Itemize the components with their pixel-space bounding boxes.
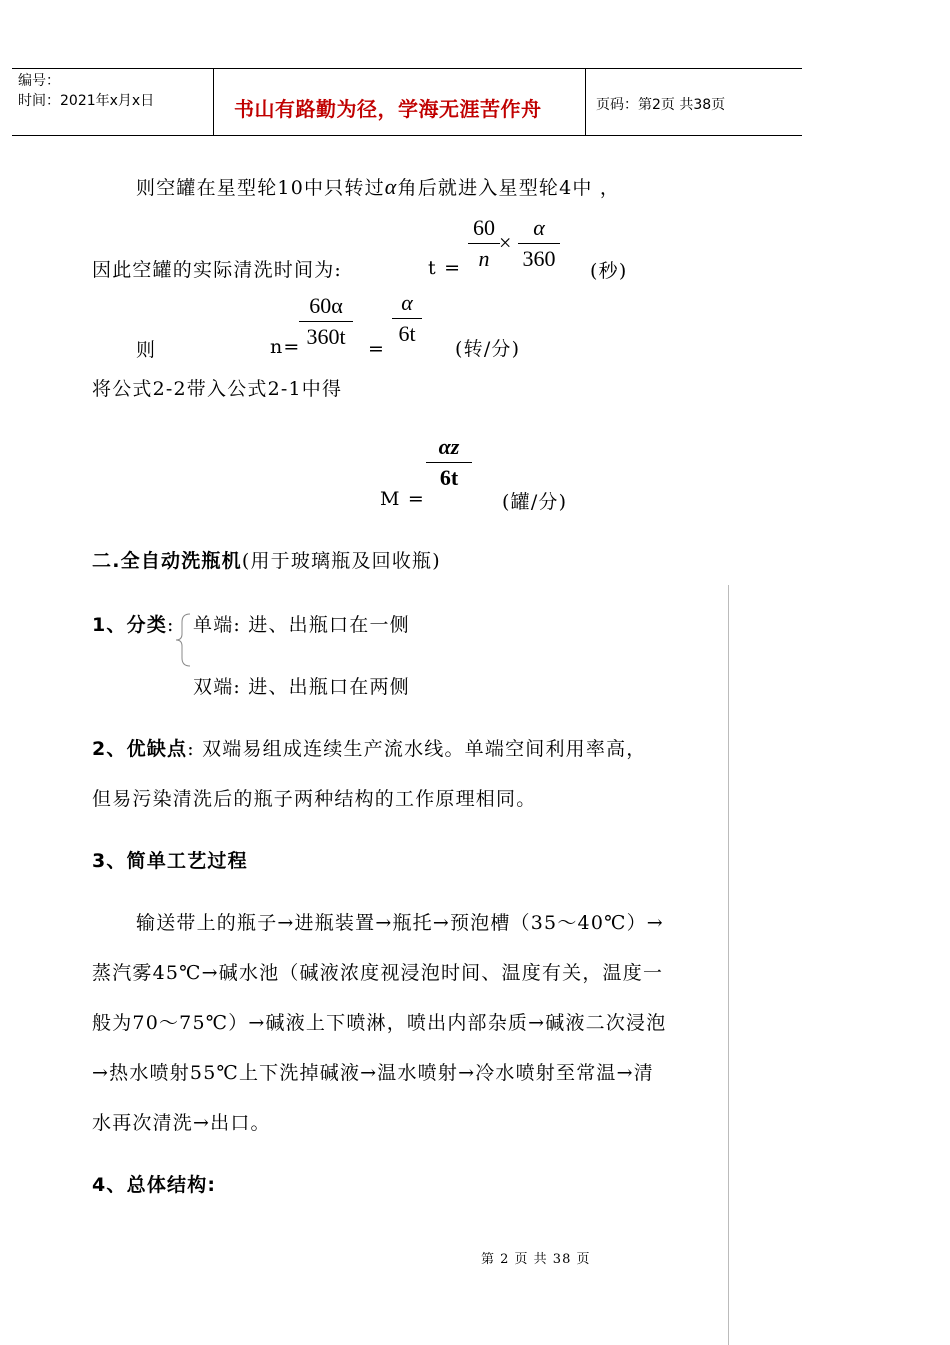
t-label: t =: [428, 257, 462, 279]
item4-heading: 4、总体结构:: [92, 1174, 217, 1196]
n-fraction-2: [392, 292, 422, 345]
time-label: 时间：2021年x月x日: [18, 93, 155, 109]
item1-label: 1、分类: [92, 614, 168, 636]
item2-text: : 双端易组成连续生产流水线。单端空间利用率高，: [187, 738, 647, 760]
m-den: 6t: [439, 465, 459, 490]
t-fraction-1: [468, 217, 500, 270]
equals-sign: =: [368, 338, 386, 360]
n-frac1-den: 360t: [306, 324, 346, 349]
body-line-1: [136, 173, 620, 200]
header-top-rule: [12, 68, 802, 69]
item1-double: 双端: 进、出瓶口在两侧: [193, 676, 410, 698]
t-fraction-2: [518, 217, 560, 270]
item2-label: 2、优缺点: [92, 738, 188, 760]
line1-tail: 角后就进入星型轮4中 ，: [397, 177, 621, 199]
brace-icon: [174, 612, 194, 668]
m-num: αz: [438, 434, 460, 459]
header-divider-2: [585, 68, 586, 136]
t-frac1-den: n: [478, 246, 490, 271]
margin-rule: [728, 585, 729, 1345]
substitute-line: 将公式2-2带入公式2-1中得: [92, 378, 343, 400]
n-fraction-1: [299, 295, 353, 348]
rpm-unit: (转/分): [455, 338, 521, 360]
footer-page: 第 2 页 共 38 页: [481, 1252, 591, 1267]
section2-title: 二.全自动洗瓶机: [92, 550, 242, 572]
process-line-2: 蒸汽雾45℃→碱水池（碱液浓度视浸泡时间、温度有关，温度一: [92, 962, 664, 984]
fraction-bar: [468, 243, 500, 244]
m-unit: (罐/分): [502, 491, 568, 513]
process-line-1: 输送带上的瓶子→进瓶装置→瓶托→预泡槽（35～40℃）→: [136, 912, 664, 934]
header-divider-1: [213, 68, 214, 136]
section2-note: (用于玻璃瓶及回收瓶): [241, 550, 441, 572]
seconds-unit: (秒): [590, 260, 628, 282]
n-frac2-num: α: [401, 290, 413, 315]
page-info: 页码：第2页 共38页: [596, 97, 726, 113]
item3-heading: 3、简单工艺过程: [92, 850, 248, 872]
n-frac1-num: 60α: [309, 293, 343, 318]
m-label: M =: [380, 488, 426, 510]
item2-line1: [92, 734, 646, 761]
header-bottom-rule: [12, 135, 802, 136]
item1-colon: :: [167, 614, 175, 636]
times-sign: ×: [499, 230, 512, 255]
alpha-symbol: α: [384, 174, 398, 199]
item2-line2: 但易污染清洗后的瓶子两种结构的工作原理相同。: [92, 788, 537, 810]
process-line-3: 般为70～75℃）→碱液上下喷淋，喷出内部杂质→碱液二次浸泡: [92, 1012, 667, 1034]
fraction-bar: [518, 243, 560, 244]
process-line-4: →热水喷射55℃上下洗掉碱液→温水喷射→冷水喷射至常温→清: [92, 1062, 654, 1084]
ze-label: 则: [136, 339, 157, 361]
body-line-2: 因此空罐的实际清洗时间为:: [92, 259, 343, 281]
t-frac2-num: α: [533, 215, 545, 240]
t-frac2-den: 360: [522, 246, 556, 271]
line1-text: 则空罐在星型轮10中只转过: [136, 177, 385, 199]
motto: 书山有路勤为径，学海无涯苦作舟: [234, 97, 542, 121]
m-fraction: [426, 436, 472, 489]
item1-single: 单端: 进、出瓶口在一侧: [193, 614, 410, 636]
t-frac1-num: 60: [473, 215, 495, 240]
n-label: n=: [270, 336, 301, 358]
process-line-5: 水再次清洗→出口。: [92, 1112, 271, 1134]
number-label: 编号：: [18, 73, 60, 89]
fraction-bar: [392, 318, 422, 319]
section2-heading: [92, 546, 441, 573]
item1-heading: [92, 610, 175, 637]
n-frac2-den: 6t: [398, 321, 416, 346]
fraction-bar: [426, 462, 472, 463]
fraction-bar: [299, 321, 353, 322]
